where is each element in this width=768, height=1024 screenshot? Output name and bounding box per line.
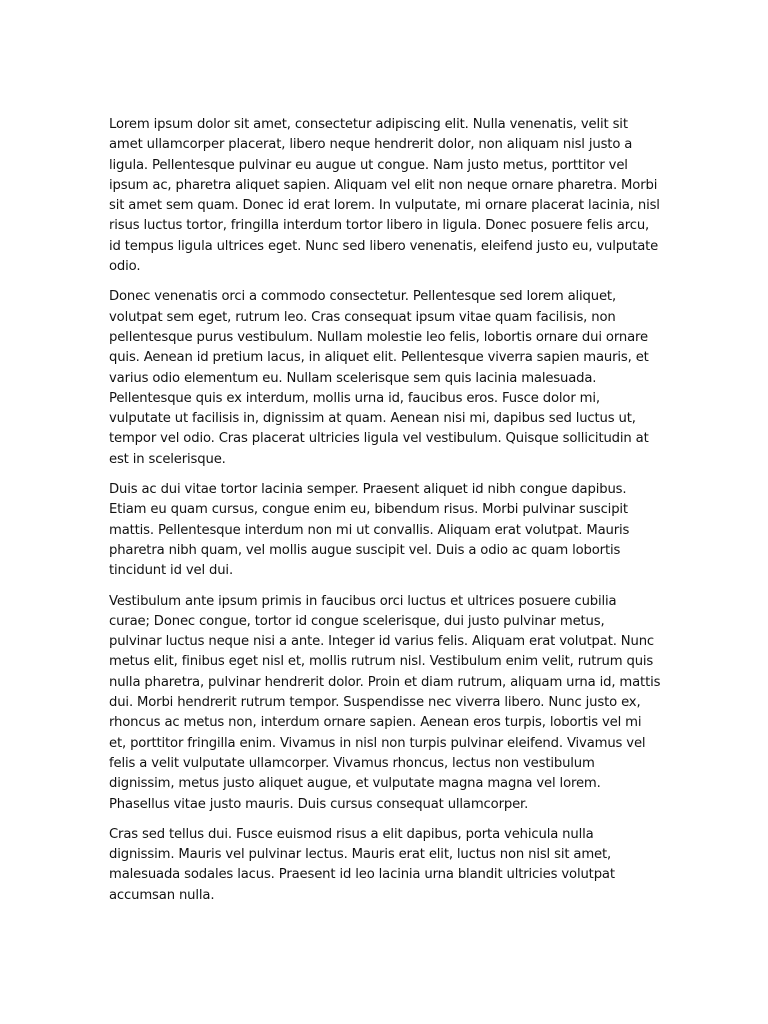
- paragraph-1: Lorem ipsum dolor sit amet, consectetur adipiscing elit. Nulla venenatis, velit sit amet ullamcorper placerat, libero neque hendrerit dolor, non aliquam nisl justo a ligula. Pellentesque pulvinar eu augue ut congue. Nam justo metus, porttitor vel ipsum ac, pharetra aliquet sapien. Aliquam vel elit non neque ornare pharetra. Morbi sit amet sem quam. Donec id erat lorem. In vulputate, mi ornare placerat lacinia, nisl risus luctus tortor, fringilla interdum tortor libero in ligula. Donec posuere felis arcu, id tempus ligula ultrices eget. Nunc sed libero venenatis, eleifend justo eu, vulputate odio.: [109, 117, 660, 275]
- paragraph-5: Cras sed tellus dui. Fusce euismod risus a elit dapibus, porta vehicula nulla dignissim. Mauris vel pulvinar lectus. Mauris erat elit, luctus non nisl sit amet, malesuada sodales lacus. Praesent id leo lacinia urna blandit ultricies volutpat accumsan nulla.: [109, 826, 615, 903]
- paragraph-2: Donec venenatis orci a commodo consectetur. Pellentesque sed lorem aliquet, volutpat sem eget, rutrum leo. Cras consequat ipsum vitae quam facilisis, non pellentesque purus vestibulum. Nullam molestie leo felis, lobortis ornare dui ornare quis. Aenean id pretium lacus, in aliquet elit. Pellentesque viverra sapien mauris, et varius odio elementum eu. Nullam scelerisque sem quis lacinia malesuada. Pellentesque quis ex interdum, mollis urna id, faucibus eros. Fusce dolor mi, vulputate ut facilisis in, dignissim at quam. Aenean nisi mi, dapibus sed luctus ut, tempor vel odio. Cras placerat ultricies ligula vel vestibulum. Quisque sollicitudin at est in scelerisque.: [109, 289, 649, 467]
- paragraph-3: Duis ac dui vitae tortor lacinia semper. Praesent aliquet id nibh congue dapibus. Etiam eu quam cursus, congue enim eu, bibendum risus. Morbi pulvinar suscipit mattis. Pellentesque interdum non mi ut convallis. Aliquam erat volutpat. Mauris pharetra nibh quam, vel mollis augue suscipit vel. Duis a odio ac quam lobortis tincidunt id vel dui.: [109, 482, 630, 579]
- document-body: [109, 115, 661, 916]
- paragraph-4: Vestibulum ante ipsum primis in faucibus orci luctus et ultrices posuere cubilia curae; Donec congue, tortor id congue scelerisque, dui justo pulvinar metus, pulvinar luctus neque nisi a ante. Integer id varius felis. Aliquam erat volutpat. Nunc metus elit, finibus eget nisl et, mollis rutrum nisl. Vestibulum enim velit, rutrum quis nulla pharetra, pulvinar hendrerit dolor. Proin et diam rutrum, aliquam urna id, mattis dui. Morbi hendrerit rutrum tempor. Suspendisse nec viverra libero. Nunc justo ex, rhoncus ac metus non, interdum ornare sapien. Aenean eros turpis, lobortis vel mi et, porttitor fringilla enim. Vivamus in nisl non turpis pulvinar eleifend. Vivamus vel felis a velit vulputate ullamcorper. Vivamus rhoncus, lectus non vestibulum dignissim, metus justo aliquet augue, et vulputate magna magna vel lorem. Phasellus vitae justo mauris. Duis cursus consequat ullamcorper.: [109, 593, 661, 812]
